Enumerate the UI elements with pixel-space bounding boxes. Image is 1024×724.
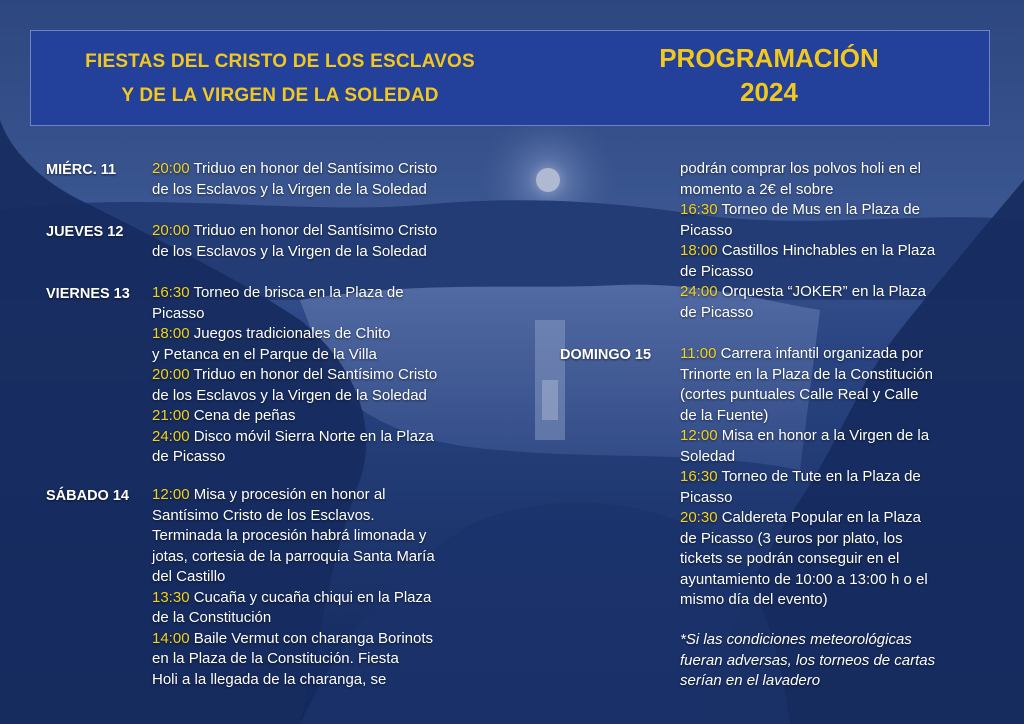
event-text-cont: jotas, cortesia de la parroquia Santa María	[152, 547, 435, 565]
event-text: Baile Vermut con charanga Borinots	[193, 629, 434, 647]
event-text-cont: y Petanca en el Parque de la Villa	[152, 345, 377, 363]
event-item	[152, 159, 492, 180]
event-text-cont: de los Esclavos y la Virgen de la Soledad	[152, 242, 427, 260]
day-label-saturday: SÁBADO 14	[46, 488, 129, 504]
event-time: 21:00	[152, 407, 190, 424]
event-text-cont: Trinorte en la Plaza de la Constitución	[680, 365, 933, 383]
event-time: 24:00	[680, 283, 718, 300]
event-text-cont: Picasso	[680, 488, 733, 506]
event-item	[152, 629, 492, 650]
event-text-cont: de la Fuente)	[680, 406, 769, 424]
event-text-cont: en la Plaza de la Constitución. Fiesta	[152, 650, 399, 667]
event-text: Torneo de Tute en la Plaza de	[721, 468, 921, 485]
event-time: 20:30	[680, 509, 718, 526]
event-text-cont: de los Esclavos y la Virgen de la Soledad	[152, 180, 427, 198]
day-label-friday: VIERNES 13	[46, 286, 130, 302]
event-time: 24:00	[152, 427, 190, 445]
program-title	[619, 41, 919, 109]
event-item	[680, 282, 1000, 303]
event-text: Cucaña y cucaña chiqui en la Plaza	[193, 588, 432, 606]
event-item	[680, 426, 1000, 447]
event-time: 14:00	[152, 629, 190, 647]
weather-note	[680, 630, 1000, 692]
event-text-cont: Picasso	[680, 221, 733, 239]
event-item	[152, 427, 492, 448]
event-text-cont: tickets se podrán conseguir en el	[680, 550, 900, 567]
event-time: 20:00	[152, 366, 190, 383]
event-item	[152, 485, 492, 506]
event-item	[680, 344, 1000, 365]
event-text: Castillos Hinchables en la Plaza	[721, 242, 936, 259]
event-text-cont: (cortes puntuales Calle Real y Calle	[680, 386, 919, 403]
event-text: Triduo en honor del Santísimo Cristo	[193, 222, 438, 239]
event-time: 16:30	[680, 468, 718, 485]
event-text-cont: momento a 2€ el sobre	[680, 180, 834, 198]
event-time: 12:00	[680, 427, 718, 444]
day-label-wednesday: MIÉRC. 11	[46, 162, 117, 178]
event-item	[152, 406, 492, 427]
event-item	[680, 467, 1000, 488]
events-saturday-continued	[680, 159, 1000, 323]
event-text: Torneo de brisca en la Plaza de	[193, 284, 404, 301]
event-item	[152, 283, 492, 304]
events-sunday	[680, 344, 1000, 611]
event-text-cont: Picasso	[152, 304, 205, 322]
program-year: 2024	[740, 77, 798, 107]
event-text-cont: de Picasso	[680, 303, 754, 321]
header-banner	[30, 30, 990, 126]
event-text: Disco móvil Sierra Norte en la Plaza	[193, 427, 434, 445]
event-time: 11:00	[680, 345, 717, 362]
event-item	[152, 324, 492, 345]
event-text: Triduo en honor del Santísimo Cristo	[193, 366, 438, 383]
festival-title	[45, 45, 515, 113]
event-text: Carrera infantil organizada por	[720, 345, 924, 362]
event-item	[680, 200, 1000, 221]
event-item	[680, 508, 1000, 529]
event-text-cont: Holi a la llegada de la charanga, se	[152, 670, 387, 688]
event-text-cont: de la Constitución	[152, 609, 272, 626]
event-text: Caldereta Popular en la Plaza	[721, 509, 922, 526]
event-text-cont: del Castillo	[152, 568, 226, 585]
event-text: Triduo en honor del Santísimo Cristo	[193, 160, 438, 177]
event-item	[680, 241, 1000, 262]
event-text: Cena de peñas	[193, 407, 296, 424]
day-label-thursday: JUEVES 12	[46, 224, 124, 240]
event-text-cont: ayuntamiento de 10:00 a 13:00 h o el	[680, 570, 928, 588]
event-time: 13:30	[152, 588, 190, 606]
event-text-cont: Santísimo Cristo de los Esclavos.	[152, 506, 375, 524]
event-time: 12:00	[152, 486, 190, 503]
event-text: Misa y procesión en honor al	[193, 486, 386, 503]
event-text-cont: de los Esclavos y la Virgen de la Soledad	[152, 386, 427, 404]
event-text-cont: de Picasso (3 euros por plato, los	[680, 529, 903, 547]
event-item	[152, 365, 492, 386]
events-thursday	[152, 221, 492, 262]
events-friday	[152, 283, 492, 468]
event-text-cont: de Picasso	[152, 448, 226, 465]
festival-title-line1: FIESTAS DEL CRISTO DE LOS ESCLAVOS	[85, 51, 475, 72]
event-text-cont: de Picasso	[680, 262, 754, 280]
note-line: *Si las condiciones meteorológicas	[680, 631, 912, 648]
day-label-sunday: DOMINGO 15	[560, 347, 652, 363]
note-line: serían en el lavadero	[680, 672, 821, 689]
note-line: fueran adversas, los torneos de cartas	[680, 651, 936, 669]
event-text-cont: podrán comprar los polvos holi en el	[680, 160, 921, 177]
event-text: Orquesta “JOKER” en la Plaza	[721, 283, 926, 300]
event-text-cont: mismo día del evento)	[680, 591, 828, 608]
event-text: Torneo de Mus en la Plaza de	[721, 201, 920, 218]
event-time: 16:30	[680, 201, 718, 218]
festival-title-line2: Y DE LA VIRGEN DE LA SOLEDAD	[121, 85, 439, 106]
event-time: 20:00	[152, 160, 190, 177]
event-text: Misa en honor a la Virgen de la	[721, 427, 930, 444]
event-item	[152, 221, 492, 242]
event-text: Juegos tradicionales de Chito	[193, 325, 391, 342]
events-wednesday	[152, 159, 492, 200]
event-time: 16:30	[152, 284, 190, 301]
event-text-cont: Soledad	[680, 447, 736, 465]
event-item	[152, 588, 492, 609]
program-title-line1: PROGRAMACIÓN	[659, 43, 879, 73]
event-time: 18:00	[680, 242, 718, 259]
event-time: 18:00	[152, 325, 190, 342]
events-saturday	[152, 485, 492, 690]
event-time: 20:00	[152, 222, 190, 239]
event-text-cont: Terminada la procesión habrá limonada y	[152, 527, 427, 544]
